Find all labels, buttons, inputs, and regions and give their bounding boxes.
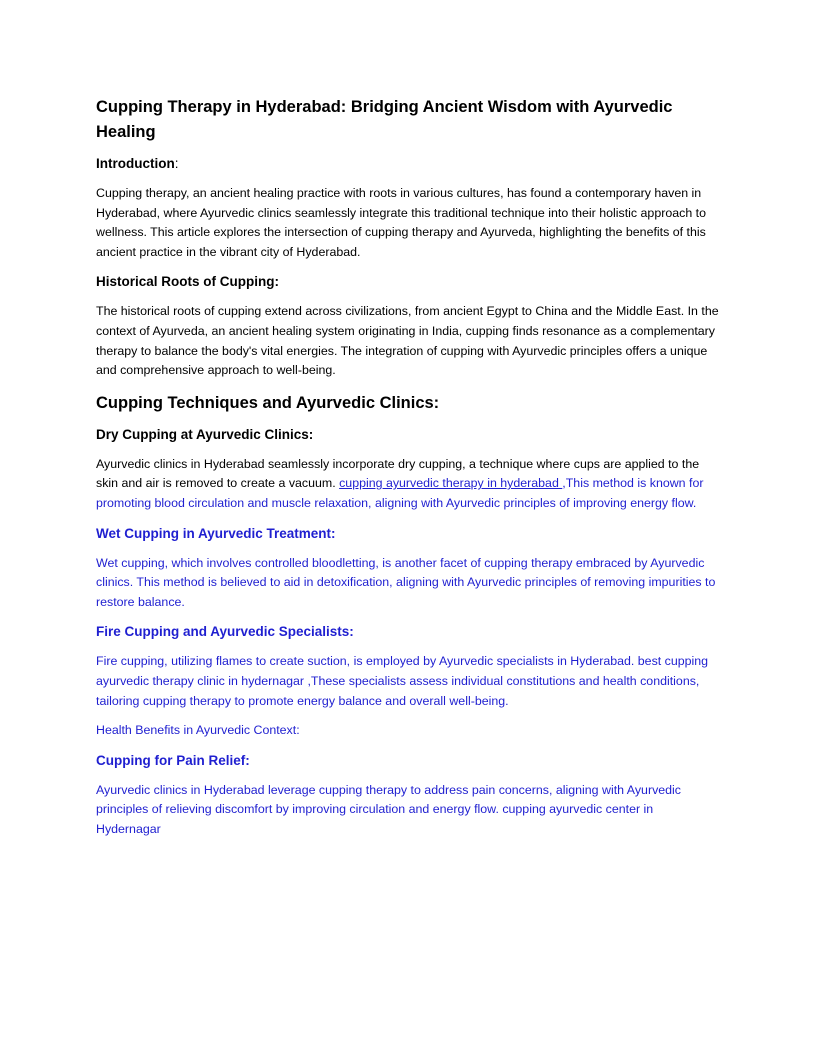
historical-roots-heading: Historical Roots of Cupping: [96, 274, 279, 290]
cupping-therapy-hyderabad-link[interactable]: cupping ayurvedic therapy in hyderabad [339, 476, 563, 491]
wet-cupping-heading: Wet Cupping in Ayurvedic Treatment: [96, 525, 336, 541]
introduction-heading [96, 154, 720, 174]
fire-cupping-paragraph: Fire cupping, utilizing flames to create suction, is employed by Ayurvedic specialists in Hyderabad. best cupping ayurvedic therapy clinic in hydernagar ,These specialists assess individual constitutions and health conditions, tailoring cupping therapy to promote energy balance and overall well-being. [96, 654, 709, 708]
introduction-paragraph: Cupping therapy, an ancient healing practice with roots in various cultures, has found a contemporary haven in Hyderabad, where Ayurvedic clinics seamlessly integrate this traditional technique into their holistic approach to wellness. This article explores the intersection of cupping therapy and Ayurveda, highlighting the benefits of this ancient practice in the vibrant city of Hyderabad. [96, 186, 706, 259]
pain-relief-heading: Cupping for Pain Relief: [96, 752, 250, 768]
dry-cupping-text-continued: ,This method is known for promoting blood circulation and muscle relaxation, aligning with Ayurvedic principles of improving energy flow. [96, 476, 704, 510]
wet-cupping-paragraph: Wet cupping, which involves controlled bloodletting, is another facet of cupping therapy embraced by Ayurvedic clinics. This method is believed to aid in detoxification, aligning with Ayurvedic principles of removing impurities to restore balance. [96, 555, 716, 609]
dry-cupping-heading: Dry Cupping at Ayurvedic Clinics: [96, 426, 314, 442]
fire-cupping-heading: Fire Cupping and Ayurvedic Specialists: [96, 624, 354, 640]
introduction-heading-text: Introduction [96, 156, 175, 171]
introduction-colon: : [174, 156, 179, 171]
pain-relief-paragraph: Ayurvedic clinics in Hyderabad leverage cupping therapy to address pain concerns, aligning with Ayurvedic principles of relieving discomfort by improving circulation and energy flow. cupping ayurvedic center in Hydernagar [96, 782, 681, 836]
health-benefits-line: Health Benefits in Ayurvedic Context: [96, 723, 300, 738]
techniques-heading: Cupping Techniques and Ayurvedic Clinics: [96, 393, 440, 412]
document-title: Cupping Therapy in Hyderabad: Bridging Ancient Wisdom with Ayurvedic Healing [96, 98, 673, 141]
historical-roots-paragraph: The historical roots of cupping extend across civilizations, from ancient Egypt to China and the Middle East. In the context of Ayurveda, an ancient healing system originating in India, cupping finds resonance as a complementary therapy to balance the body's vital energies. The integration of cupping with Ayurvedic principles offers a unique and comprehensive approach to well-being. [96, 304, 719, 378]
dry-cupping-text: Ayurvedic clinics in Hyderabad seamlessly incorporate dry cupping, a technique where cups are applied to the skin and air is removed to create a vacuum. [96, 456, 700, 491]
dry-cupping-paragraph [96, 455, 720, 514]
